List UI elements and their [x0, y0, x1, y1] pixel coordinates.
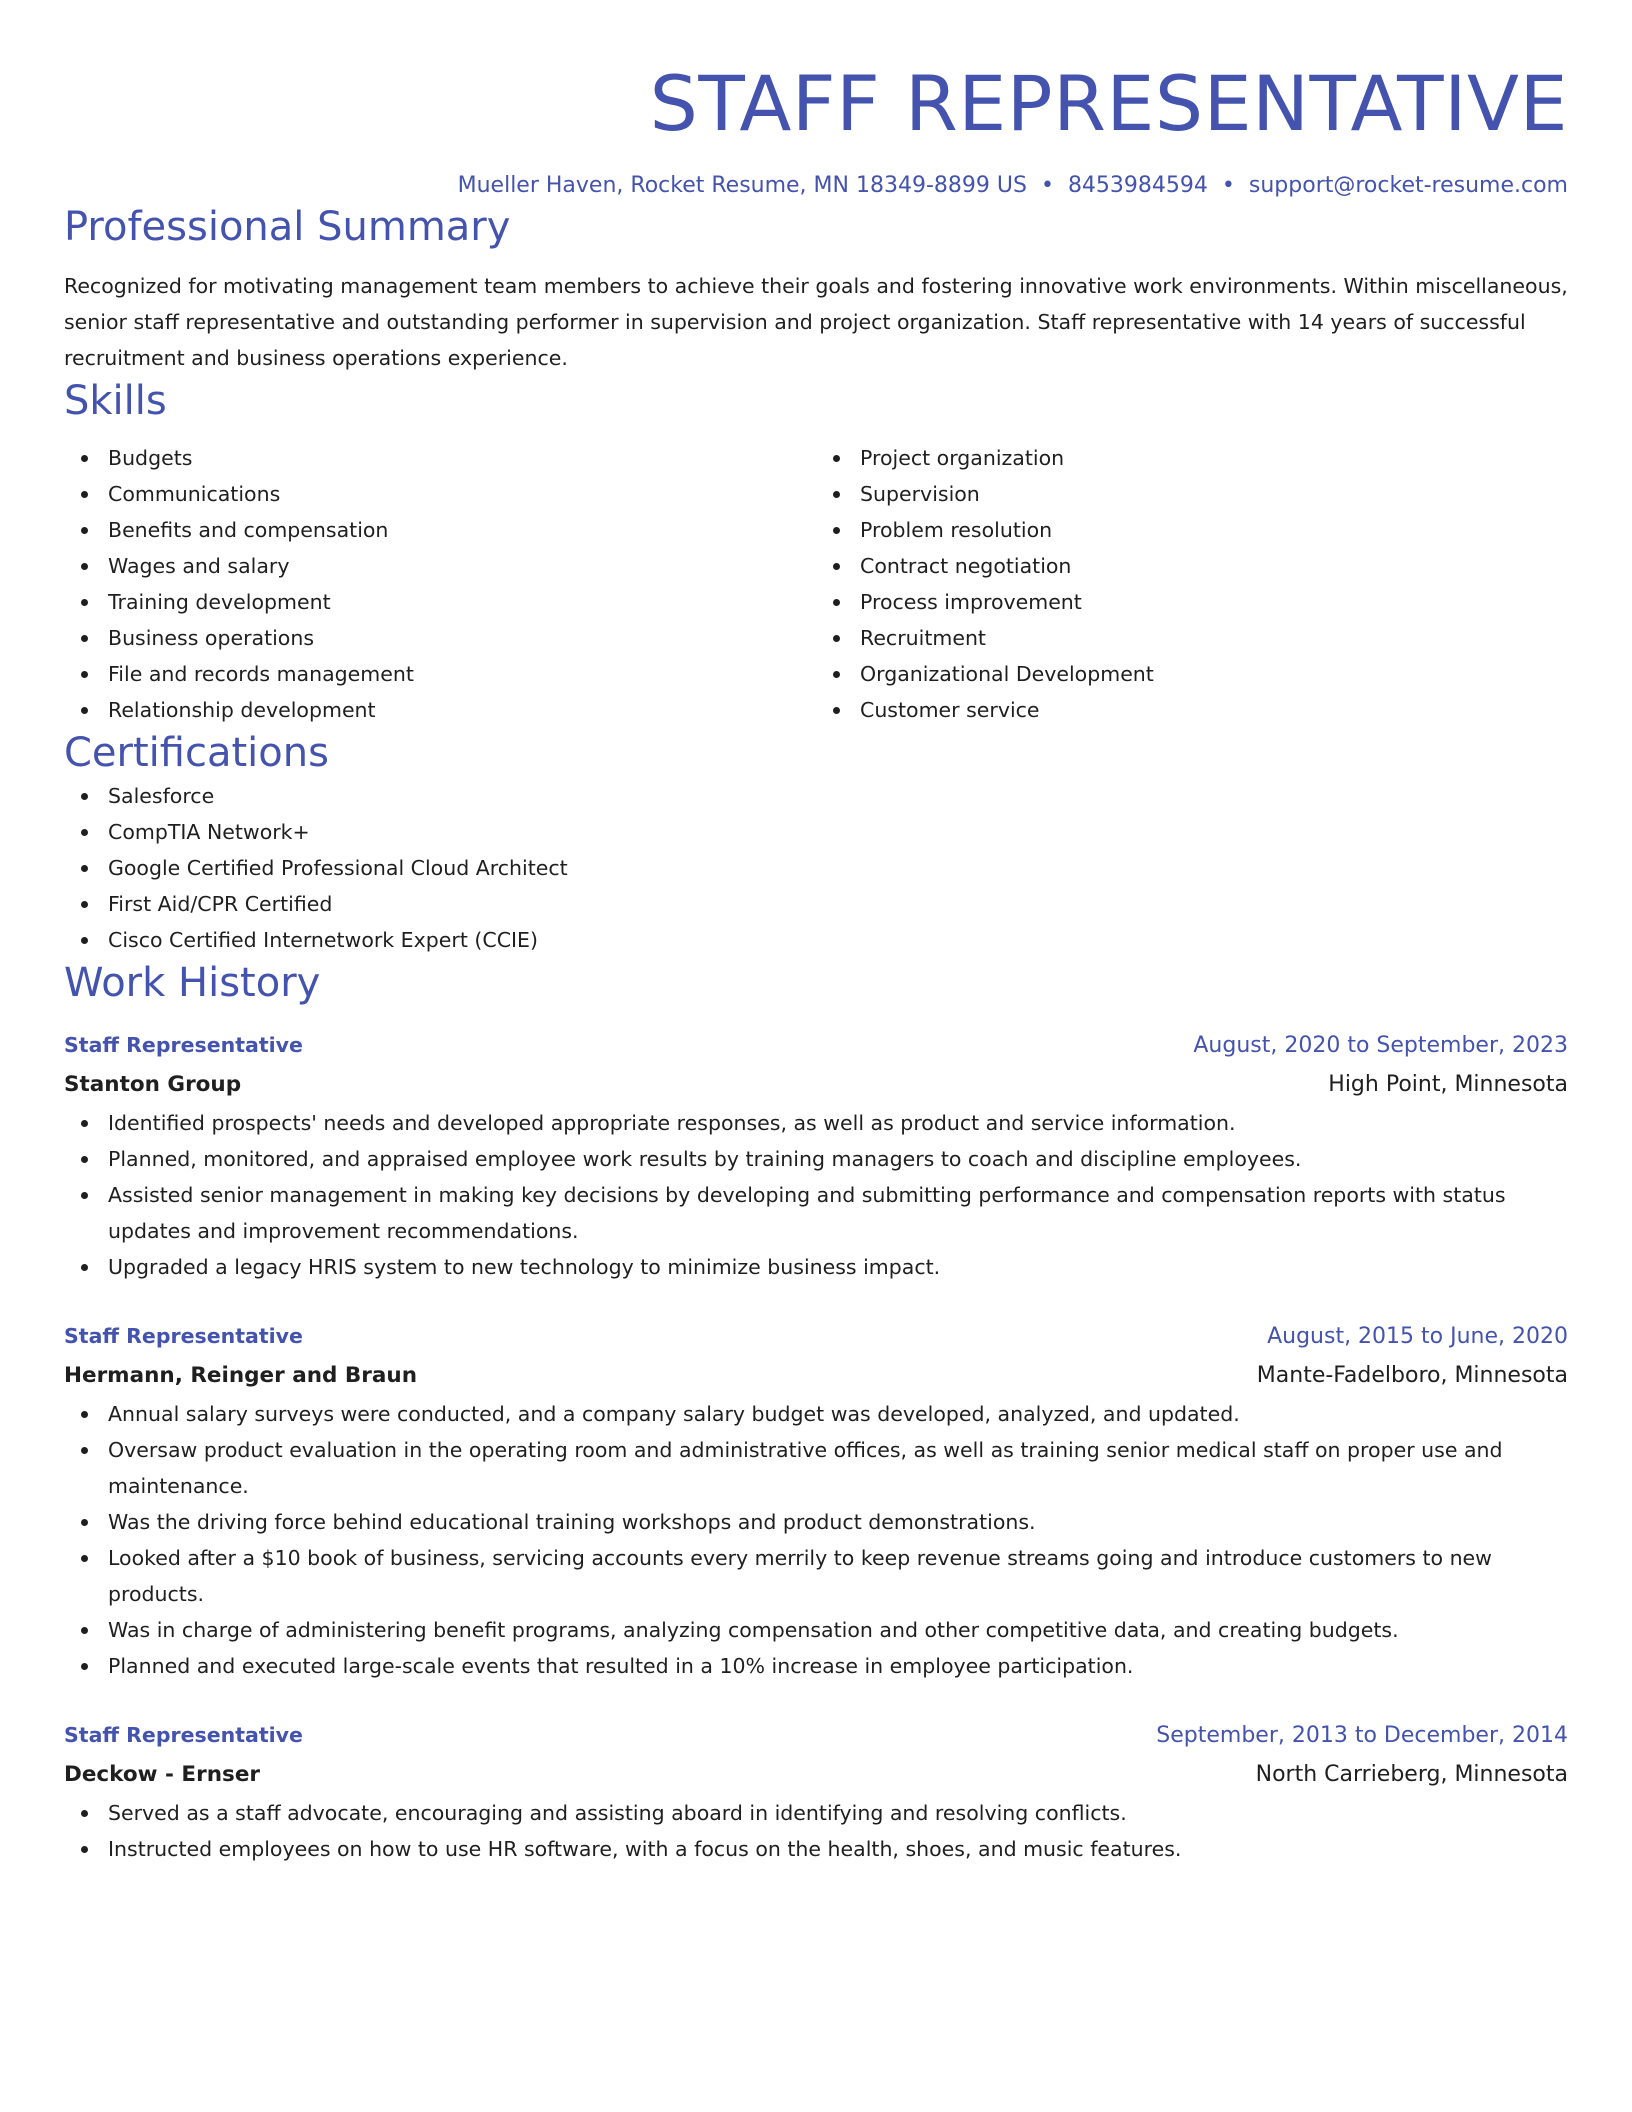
skill-item: Problem resolution — [816, 512, 1568, 548]
certification-item: CompTIA Network+ — [64, 814, 1568, 850]
certifications-list — [64, 778, 1568, 958]
job-bullet: Planned and executed large-scale events that resulted in a 10% increase in employee participation. — [64, 1648, 1568, 1684]
job-location: Mante-Fadelboro, Minnesota — [1256, 1363, 1568, 1388]
job-bullet: Instructed employees on how to use HR software, with a focus on the health, shoes, and music features. — [64, 1831, 1568, 1867]
job-company: Deckow - Ernser — [64, 1762, 260, 1787]
job-bullet: Served as a staff advocate, encouraging and assisting aboard in identifying and resolving conflicts. — [64, 1795, 1568, 1831]
job-location: North Carrieberg, Minnesota — [1255, 1762, 1568, 1787]
contact-separator: • — [1221, 173, 1235, 198]
job-bullet: Looked after a $10 book of business, servicing accounts every merrily to keep revenue streams going and introduce customers to new products. — [64, 1540, 1568, 1612]
job-title-row — [64, 1026, 1568, 1065]
job-company-row — [64, 1356, 1568, 1396]
job-entry — [64, 1716, 1568, 1867]
job-company-row — [64, 1755, 1568, 1795]
resume-title: STAFF REPRESENTATIVE — [649, 59, 1568, 148]
job-entry — [64, 1026, 1568, 1285]
skill-item: Training development — [64, 584, 816, 620]
job-title: Staff Representative — [64, 1033, 303, 1057]
skill-item: Budgets — [64, 440, 816, 476]
job-bullet: Assisted senior management in making key decisions by developing and submitting performance and compensation reports with status updates and improvement recommendations. — [64, 1177, 1568, 1249]
skill-item: Process improvement — [816, 584, 1568, 620]
job-title-row — [64, 1716, 1568, 1755]
summary-text: Recognized for motivating management team members to achieve their goals and fostering innovative work environments. Within miscellaneous, senior staff representative and outstanding performer in supervision and project organization. Staff representative with 14 years of successful recruitment and business operations experience. — [64, 274, 1568, 370]
job-bullet: Planned, monitored, and appraised employee work results by training managers to coach and discipline employees. — [64, 1141, 1568, 1177]
job-bullet-list — [64, 1795, 1568, 1867]
job-bullet-list — [64, 1105, 1568, 1285]
job-bullet: Was the driving force behind educational training workshops and product demonstrations. — [64, 1504, 1568, 1540]
certification-item: Salesforce — [64, 778, 1568, 814]
skill-item: Supervision — [816, 476, 1568, 512]
job-dates: August, 2015 to June, 2020 — [1267, 1324, 1568, 1349]
skill-item: Relationship development — [64, 692, 816, 728]
skill-item: Wages and salary — [64, 548, 816, 584]
job-title-row — [64, 1317, 1568, 1356]
job-bullet: Was in charge of administering benefit programs, analyzing compensation and other competitive data, and creating budgets. — [64, 1612, 1568, 1648]
job-entry — [64, 1317, 1568, 1684]
job-company: Hermann, Reinger and Braun — [64, 1363, 418, 1388]
skill-item: Communications — [64, 476, 816, 512]
summary-heading: Professional Summary — [64, 204, 511, 250]
work-history-list — [64, 1026, 1568, 1867]
skill-item: Recruitment — [816, 620, 1568, 656]
job-bullet: Identified prospects' needs and developed appropriate responses, as well as product and service information. — [64, 1105, 1568, 1141]
job-dates: September, 2013 to December, 2014 — [1156, 1723, 1568, 1748]
job-title: Staff Representative — [64, 1324, 303, 1348]
skill-item: File and records management — [64, 656, 816, 692]
job-bullet: Upgraded a legacy HRIS system to new technology to minimize business impact. — [64, 1249, 1568, 1285]
job-company: Stanton Group — [64, 1072, 242, 1097]
skills-heading: Skills — [64, 378, 167, 424]
job-bullet: Annual salary surveys were conducted, and a company salary budget was developed, analyzed, and updated. — [64, 1396, 1568, 1432]
certification-item: Google Certified Professional Cloud Architect — [64, 850, 1568, 886]
job-dates: August, 2020 to September, 2023 — [1193, 1033, 1568, 1058]
contact-separator: • — [1040, 173, 1054, 198]
skill-item: Contract negotiation — [816, 548, 1568, 584]
contact-email[interactable]: support@rocket-resume.com — [1248, 173, 1568, 198]
skill-item: Project organization — [816, 440, 1568, 476]
skill-item: Business operations — [64, 620, 816, 656]
certifications-heading: Certifications — [64, 730, 329, 776]
skills-list-left — [64, 440, 816, 728]
skills-columns — [64, 440, 1568, 728]
contact-address: Mueller Haven, Rocket Resume, MN 18349-8899 US — [457, 173, 1027, 198]
job-title: Staff Representative — [64, 1723, 303, 1747]
skills-list-right — [816, 440, 1568, 728]
contact-line — [64, 170, 1568, 202]
job-company-row — [64, 1065, 1568, 1105]
skill-item: Customer service — [816, 692, 1568, 728]
contact-phone: 8453984594 — [1067, 173, 1208, 198]
job-location: High Point, Minnesota — [1328, 1072, 1568, 1097]
skill-item: Organizational Development — [816, 656, 1568, 692]
certification-item: First Aid/CPR Certified — [64, 886, 1568, 922]
job-bullet-list — [64, 1396, 1568, 1684]
skill-item: Benefits and compensation — [64, 512, 816, 548]
work-history-heading: Work History — [64, 960, 321, 1006]
certification-item: Cisco Certified Internetwork Expert (CCIE) — [64, 922, 1568, 958]
job-bullet: Oversaw product evaluation in the operating room and administrative offices, as well as training senior medical staff on proper use and maintenance. — [64, 1432, 1568, 1504]
